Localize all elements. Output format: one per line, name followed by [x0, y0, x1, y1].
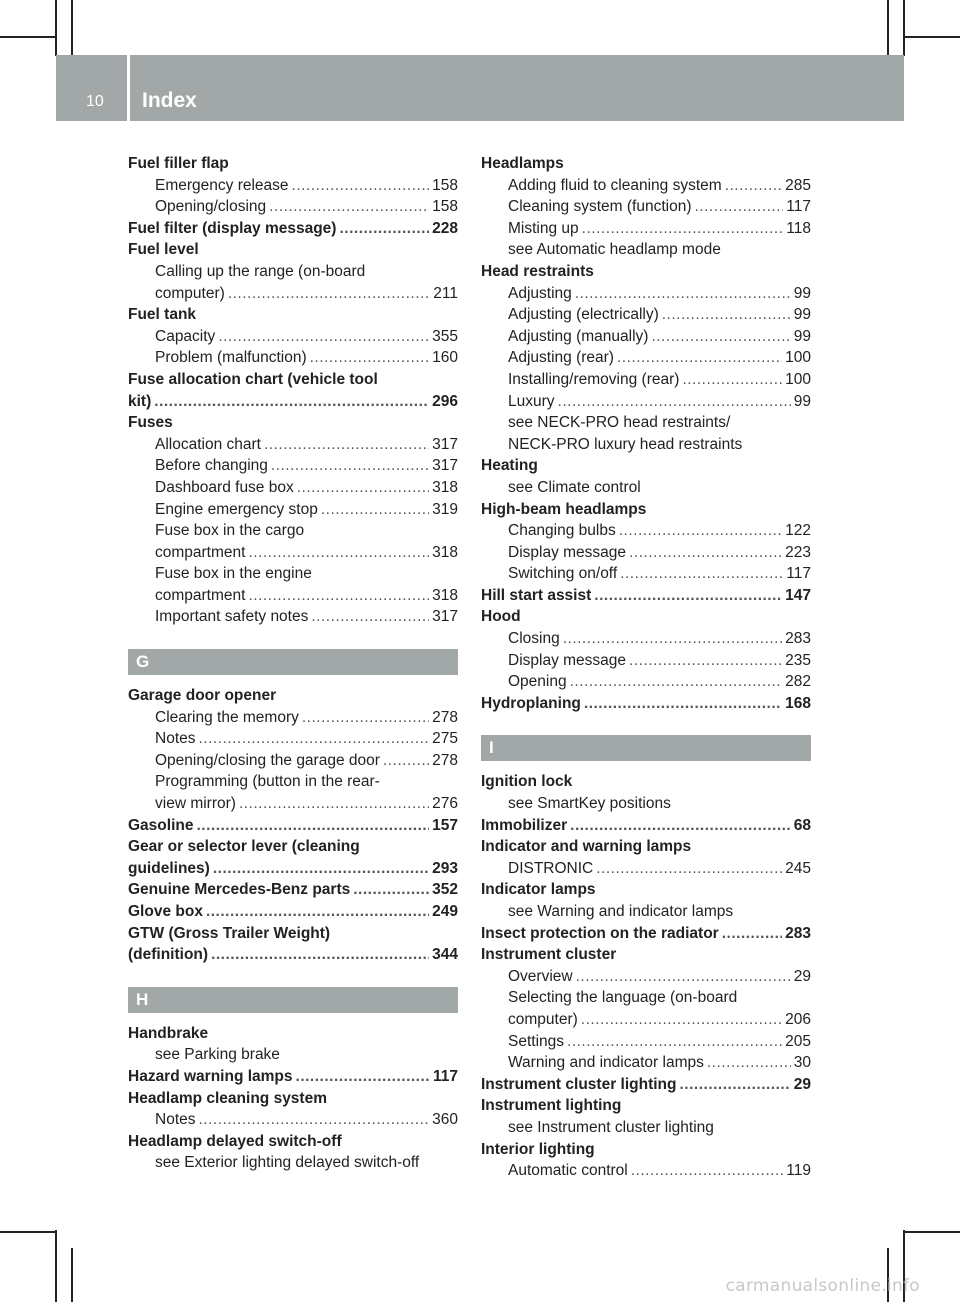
dot-leader [725, 175, 782, 197]
crop-mark [71, 1248, 73, 1302]
entry-label: DISTRONIC [508, 859, 594, 877]
entry-label: Fuse box in the cargo [155, 522, 305, 540]
entry-label: Opening/closing [155, 198, 267, 216]
index-entry [128, 218, 458, 240]
index-subentry [481, 196, 811, 218]
entry-label: Hydroplaning [481, 694, 581, 712]
index-entry [128, 1088, 458, 1110]
dot-leader [297, 477, 429, 499]
page-reference[interactable]: 223 [785, 543, 811, 561]
index-subentry [481, 326, 811, 348]
index-entry [128, 685, 458, 707]
index-subentry [481, 477, 811, 499]
index-subentry [128, 520, 458, 542]
entry-label: Adjusting (electrically) [508, 306, 659, 324]
entry-label: (definition) [128, 946, 209, 964]
entry-label: Capacity [155, 327, 216, 345]
entry-label: compartment [155, 543, 246, 561]
dot-leader [211, 944, 429, 966]
entry-label: Gear or selector lever (cleaning [128, 838, 360, 856]
index-entry [481, 693, 811, 715]
index-entry [128, 1131, 458, 1153]
index-entry [128, 153, 458, 175]
index-subentry [481, 671, 811, 693]
entry-label: High-beam headlamps [481, 500, 647, 518]
entry-label: Insect protection on the radiator [481, 924, 719, 942]
index-subentry [128, 434, 458, 456]
entry-label: Display message [508, 651, 627, 669]
dot-leader [619, 520, 782, 542]
page-reference[interactable]: 352 [432, 881, 458, 899]
entry-label: NECK-PRO luxury head restraints [508, 435, 743, 453]
entry-label: see SmartKey positions [508, 795, 671, 813]
page-number: 10 [86, 93, 104, 110]
page-title: Index [142, 89, 197, 112]
index-subentry [481, 347, 811, 369]
entry-label: see NECK-PRO head restraints/ [508, 414, 731, 432]
watermark: carmanualsonline.info [725, 1276, 920, 1296]
index-subentry [481, 1160, 811, 1182]
index-entry [481, 499, 811, 521]
dot-leader [570, 815, 791, 837]
dot-leader [302, 707, 429, 729]
page-reference[interactable]: 29 [793, 967, 811, 985]
index-subentry [481, 563, 811, 585]
crop-mark [0, 36, 57, 38]
entry-label: Gasoline [128, 816, 194, 834]
dot-leader [383, 750, 429, 772]
page-reference[interactable]: 99 [793, 392, 811, 410]
entry-label: GTW (Gross Trailer Weight) [128, 924, 331, 942]
entry-label: kit) [128, 392, 152, 410]
crop-mark [887, 0, 889, 56]
page-reference[interactable]: 318 [432, 478, 458, 496]
dot-leader [292, 175, 430, 197]
entry-label: Heating [481, 457, 538, 475]
page-reference[interactable]: 100 [785, 349, 811, 367]
crop-mark [0, 1231, 57, 1233]
entry-label: Interior lighting [481, 1140, 595, 1158]
index-subentry [481, 218, 811, 240]
index-entry [128, 836, 458, 858]
dot-leader [570, 671, 783, 693]
index-subentry [481, 542, 811, 564]
entry-label: computer) [508, 1010, 578, 1028]
dot-leader [264, 434, 429, 456]
index-subentry [128, 326, 458, 348]
entry-label: Adjusting (manually) [508, 327, 649, 345]
entry-label: Dashboard fuse box [155, 478, 294, 496]
entry-label: Headlamp cleaning system [128, 1089, 327, 1107]
entry-label: guidelines) [128, 859, 210, 877]
index-entry [481, 771, 811, 793]
index-subentry [481, 412, 811, 434]
index-entry [481, 879, 811, 901]
entry-label: Immobilizer [481, 816, 568, 834]
entry-label: Clearing the memory [155, 708, 299, 726]
index-subentry [128, 606, 458, 628]
index-subentry [481, 175, 811, 197]
page-reference[interactable]: 282 [785, 673, 811, 691]
index-subentry [128, 261, 458, 283]
index-subentry [128, 771, 458, 793]
page-reference[interactable]: 276 [432, 795, 458, 813]
index-subentry [481, 1031, 811, 1053]
index-entry [128, 1023, 458, 1045]
page-reference[interactable]: 29 [793, 1075, 811, 1093]
section-letter-bar [128, 649, 458, 675]
entry-label: Engine emergency stop [155, 500, 318, 518]
entry-label: see Warning and indicator lamps [508, 903, 734, 920]
index-entry [481, 1095, 811, 1117]
page-reference[interactable]: 117 [786, 565, 811, 583]
dot-leader [213, 858, 429, 880]
page-reference[interactable]: 317 [432, 457, 458, 475]
dot-leader [248, 542, 429, 564]
dot-leader [199, 728, 430, 750]
entry-label: Emergency release [155, 176, 289, 194]
dot-leader [269, 196, 429, 218]
page-reference[interactable]: 249 [432, 903, 458, 920]
page-reference[interactable]: 122 [785, 522, 811, 540]
entry-label: Selecting the language (on-board [508, 989, 738, 1007]
entry-label: Fuel tank [128, 306, 197, 324]
entry-label: Genuine Mercedes-Benz parts [128, 881, 351, 899]
dot-leader [679, 1074, 790, 1096]
entry-label: Hood [481, 608, 521, 626]
index-subentry [481, 1009, 811, 1031]
index-subentry [128, 707, 458, 729]
entry-label: Display message [508, 543, 627, 561]
entry-label: Settings [508, 1032, 565, 1050]
index-subentry [481, 434, 811, 456]
entry-label: Adjusting (rear) [508, 349, 614, 367]
dot-leader [558, 391, 791, 413]
entry-label: Glove box [128, 903, 203, 920]
dot-leader [239, 793, 429, 815]
crop-mark [55, 0, 57, 56]
index-subentry [481, 520, 811, 542]
page-reference[interactable]: 296 [432, 392, 458, 410]
page-reference[interactable]: 293 [432, 859, 458, 877]
index-subentry [481, 1117, 811, 1139]
entry-label: Fuel filter (display message) [128, 219, 337, 237]
page-reference[interactable]: 30 [793, 1054, 811, 1072]
index-subentry [128, 585, 458, 607]
page-reference[interactable]: 117 [432, 1067, 458, 1085]
index-entry [481, 585, 811, 607]
index-entry [128, 239, 458, 261]
index-subentry [481, 391, 811, 413]
index-subentry [481, 628, 811, 650]
dot-leader [576, 966, 791, 988]
entry-label: see Automatic headlamp mode [508, 241, 721, 259]
dot-leader [662, 304, 791, 326]
index-subentry [481, 858, 811, 880]
index-entry [481, 261, 811, 283]
page-reference[interactable]: 99 [793, 284, 811, 302]
index-subentry [481, 966, 811, 988]
dot-leader [722, 923, 782, 945]
index-entry [128, 412, 458, 434]
page-reference[interactable]: 283 [785, 924, 811, 942]
page-reference[interactable]: 118 [786, 219, 811, 237]
index-subentry [128, 477, 458, 499]
entry-label: Fuel level [128, 241, 199, 259]
entry-label: Installing/removing (rear) [508, 370, 680, 388]
dot-leader [271, 455, 429, 477]
page-reference[interactable]: 158 [432, 198, 458, 216]
index-entry [128, 944, 458, 966]
entry-label: see Instrument cluster lighting [508, 1118, 714, 1136]
dot-leader [620, 563, 783, 585]
page-reference[interactable]: 355 [432, 327, 458, 345]
index-subentry [128, 499, 458, 521]
entry-label: Hazard warning lamps [128, 1067, 293, 1085]
index-subentry [128, 196, 458, 218]
page-reference[interactable]: 205 [785, 1032, 811, 1050]
page-reference[interactable]: 318 [432, 543, 458, 561]
page-reference[interactable]: 275 [432, 730, 458, 748]
entry-label: compartment [155, 586, 246, 604]
entry-label: Problem (malfunction) [155, 349, 307, 367]
entry-label: Instrument cluster [481, 946, 617, 964]
index-entry [481, 606, 811, 628]
index-entry [128, 901, 458, 923]
index-subentry [481, 1052, 811, 1074]
entry-label: Closing [508, 630, 560, 648]
entry-label: Indicator lamps [481, 881, 596, 899]
entry-label: Automatic control [508, 1162, 628, 1180]
page-reference[interactable]: 228 [432, 219, 458, 237]
index-subentry [128, 793, 458, 815]
page-reference[interactable]: 100 [785, 370, 811, 388]
page-reference[interactable]: 344 [432, 946, 458, 964]
dot-leader [296, 1066, 430, 1088]
entry-label: Misting up [508, 219, 579, 237]
index-subentry [128, 1044, 458, 1066]
page-reference[interactable]: 158 [432, 176, 458, 194]
page-reference[interactable]: 99 [793, 327, 811, 345]
entry-label: Adding fluid to cleaning system [508, 176, 722, 194]
page-reference[interactable]: 206 [785, 1010, 811, 1028]
index-subentry [481, 650, 811, 672]
entry-label: Important safety notes [155, 608, 309, 626]
entry-label: see Climate control [508, 478, 641, 496]
crop-mark [55, 1230, 57, 1302]
index-subentry [128, 1152, 458, 1174]
index-entry [128, 391, 458, 413]
page-reference[interactable]: 360 [432, 1111, 458, 1129]
page-reference[interactable]: 157 [432, 816, 458, 834]
index-subentry [481, 987, 811, 1009]
dot-leader [311, 606, 429, 628]
dot-leader [248, 585, 429, 607]
entry-label: Opening [508, 673, 567, 691]
entry-label: Before changing [155, 457, 268, 475]
dot-leader [695, 196, 784, 218]
index-entry [128, 369, 458, 391]
index-subentry [481, 369, 811, 391]
dot-leader [581, 1009, 782, 1031]
dot-leader [631, 1160, 784, 1182]
index-entry [128, 879, 458, 901]
page-reference[interactable]: 147 [785, 586, 811, 604]
index-subentry [481, 901, 811, 923]
dot-leader [594, 585, 782, 607]
dot-leader [617, 347, 782, 369]
index-entry [128, 815, 458, 837]
entry-label: Hill start assist [481, 586, 592, 604]
entry-label: Instrument cluster lighting [481, 1075, 677, 1093]
dot-leader [339, 218, 429, 240]
section-letter-bar [128, 987, 458, 1013]
page-reference[interactable]: 317 [432, 435, 458, 453]
dot-leader [353, 879, 429, 901]
index-column-right [481, 153, 811, 1182]
page-reference[interactable]: 119 [786, 1162, 811, 1180]
index-subentry [128, 1109, 458, 1131]
index-entry [481, 1139, 811, 1161]
index-subentry [481, 304, 811, 326]
dot-leader [629, 650, 782, 672]
index-entry [481, 815, 811, 837]
entry-label: Switching on/off [508, 565, 618, 583]
page-reference[interactable]: 211 [433, 284, 458, 302]
entry-label: Calling up the range (on-board [155, 262, 366, 280]
index-subentry [128, 542, 458, 564]
crop-mark [903, 36, 960, 38]
page-reference[interactable]: 68 [793, 816, 811, 834]
index-entry [128, 1066, 458, 1088]
dot-leader [629, 542, 782, 564]
page-reference[interactable]: 160 [432, 349, 458, 367]
section-letter: G [136, 652, 150, 672]
index-subentry [481, 283, 811, 305]
entry-label: Handbrake [128, 1024, 209, 1042]
dot-leader [310, 347, 430, 369]
dot-leader [582, 218, 784, 240]
page-reference[interactable]: 285 [785, 176, 811, 194]
index-subentry [128, 455, 458, 477]
dot-leader [651, 326, 790, 348]
index-entry [128, 858, 458, 880]
dot-leader [563, 628, 782, 650]
entry-label: Warning and indicator lamps [508, 1054, 704, 1072]
dot-leader [575, 283, 791, 305]
index-subentry [128, 728, 458, 750]
dot-leader [567, 1031, 782, 1053]
index-subentry [128, 283, 458, 305]
entry-label: Instrument lighting [481, 1097, 622, 1115]
page-reference[interactable]: 99 [793, 306, 811, 324]
page-reference[interactable]: 283 [785, 630, 811, 648]
index-subentry [481, 239, 811, 261]
page-reference[interactable]: 245 [785, 859, 811, 877]
index-subentry [128, 563, 458, 585]
dot-leader [596, 858, 782, 880]
entry-label: Luxury [508, 392, 555, 410]
dot-leader [199, 1109, 430, 1131]
crop-mark [71, 0, 73, 56]
index-entry [481, 153, 811, 175]
page-reference[interactable]: 278 [432, 708, 458, 726]
page-reference[interactable]: 317 [432, 608, 458, 626]
entry-label: Programming (button in the rear- [155, 773, 380, 791]
dot-leader [206, 901, 429, 923]
entry-label: Ignition lock [481, 773, 573, 791]
dot-leader [321, 499, 429, 521]
index-entry [481, 1074, 811, 1096]
index-entry [128, 304, 458, 326]
section-letter: I [489, 738, 494, 758]
entry-label: Head restraints [481, 262, 594, 280]
dot-leader [707, 1052, 791, 1074]
page-reference[interactable]: 318 [432, 586, 458, 604]
index-entry [481, 923, 811, 945]
index-entry [481, 944, 811, 966]
entry-label: Garage door opener [128, 687, 277, 705]
entry-label: Adjusting [508, 284, 572, 302]
dot-leader [154, 391, 429, 413]
dot-leader [584, 693, 782, 715]
entry-label: computer) [155, 284, 225, 302]
entry-label: Opening/closing the garage door [155, 751, 380, 769]
entry-label: Changing bulbs [508, 522, 616, 540]
dot-leader [682, 369, 782, 391]
page-reference[interactable]: 168 [785, 694, 811, 712]
entry-label: view mirror) [155, 795, 236, 813]
crop-mark [903, 1231, 960, 1233]
page-reference[interactable]: 278 [432, 751, 458, 769]
index-entry [481, 836, 811, 858]
entry-label: Fuse allocation chart (vehicle tool [128, 370, 378, 388]
index-subentry [128, 750, 458, 772]
page-reference[interactable]: 117 [786, 198, 811, 216]
dot-leader [218, 326, 429, 348]
dot-leader [196, 815, 429, 837]
entry-label: Fuses [128, 414, 173, 432]
entry-label: Notes [155, 1111, 196, 1129]
dot-leader [228, 283, 431, 305]
index-column-left [128, 153, 458, 1174]
entry-label: Fuel filler flap [128, 155, 229, 172]
index-subentry [128, 347, 458, 369]
section-letter: H [136, 989, 149, 1009]
index-entry [481, 455, 811, 477]
entry-label: Notes [155, 730, 196, 748]
index-subentry [481, 793, 811, 815]
entry-label: see Exterior lighting delayed switch-off [155, 1154, 420, 1172]
page-reference[interactable]: 319 [432, 500, 458, 518]
entry-label: Indicator and warning lamps [481, 838, 692, 856]
entry-label: Fuse box in the engine [155, 565, 312, 583]
entry-label: Allocation chart [155, 435, 261, 453]
entry-label: Headlamp delayed switch-off [128, 1132, 342, 1150]
index-entry [128, 923, 458, 945]
header-divider [127, 55, 130, 121]
entry-label: Cleaning system (function) [508, 198, 692, 216]
page-reference[interactable]: 235 [785, 651, 811, 669]
entry-label: see Parking brake [155, 1046, 280, 1064]
page-header [56, 55, 904, 121]
crop-mark [903, 0, 905, 56]
section-letter-bar [481, 735, 811, 761]
entry-label: Headlamps [481, 155, 564, 172]
entry-label: Overview [508, 967, 573, 985]
index-subentry [128, 175, 458, 197]
